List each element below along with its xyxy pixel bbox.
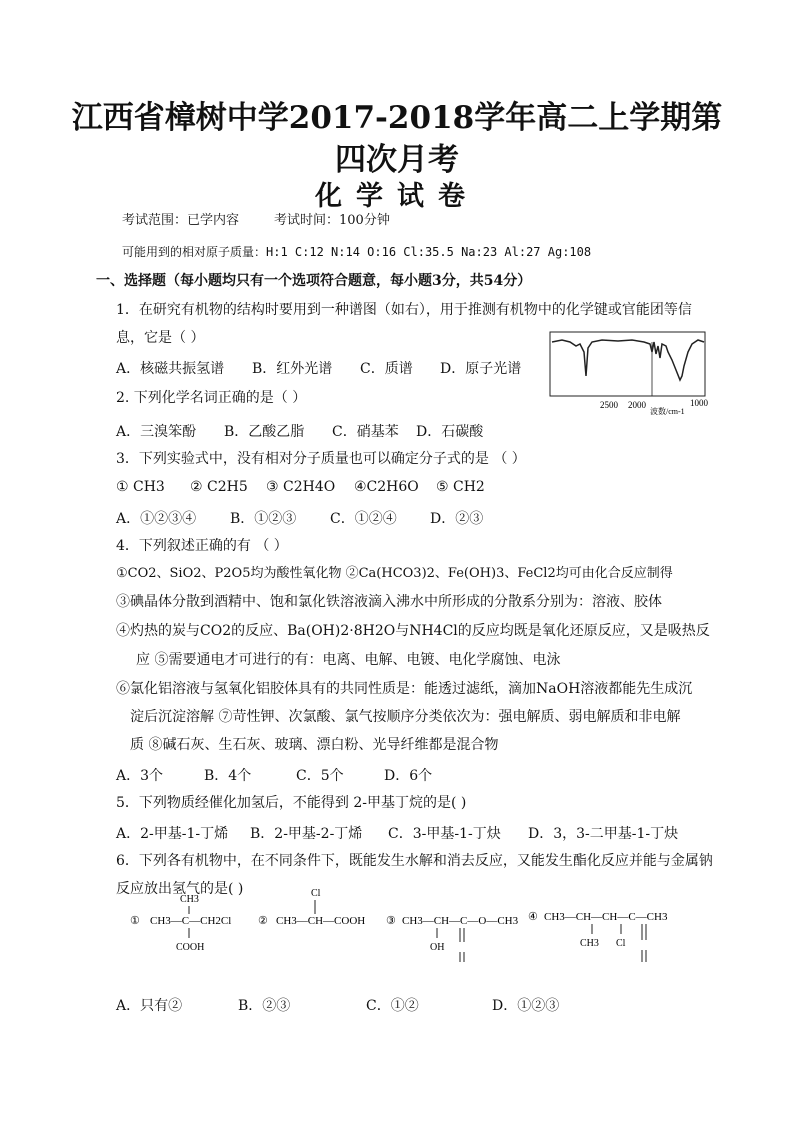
structure-2-top-group: Cl	[311, 888, 321, 899]
spectrum-tick-2500: 2500	[600, 400, 618, 410]
q1-stem-line1: 1．在研究有机物的结构时要用到一种谱图（如右），用于推测有机物中的化学键或官能团等信	[116, 302, 692, 318]
q3-stem: 3．下列实验式中，没有相对分子质量也可以确定分子式的是 （ ）	[116, 451, 526, 467]
structure-4-branch-1: CH3	[580, 938, 599, 949]
q4-statement-3: ③碘晶体分散到酒精中、饱和氯化铁溶液滴入沸水中所形成的分散系分别为：溶液、胶体	[116, 594, 662, 610]
q5-option-b: B．2-甲基-2-丁烯	[250, 826, 363, 842]
structure-3-main-chain: CH3—CH—C—O—CH3	[402, 915, 519, 927]
q6-stem-line1: 6．下列各有机物中，在不同条件下，既能发生水解和消去反应，又能发生酯化反应并能与金属钠	[116, 853, 713, 869]
q5-option-c: C．3-甲基-1-丁炔	[388, 826, 501, 842]
q2-option-a: A．三溴笨酚	[116, 424, 197, 440]
q6-option-b: B．②③	[238, 998, 291, 1014]
q2-stem: 2. 下列化学名词正确的是（ ）	[116, 390, 307, 406]
q2-option-b: B．乙酸乙脂	[224, 424, 305, 440]
q5-option-d: D．3，3-二甲基-1-丁炔	[528, 826, 679, 842]
structure-4-main-chain: CH3—CH—CH—C—CH3	[544, 911, 668, 923]
q1-option-b: B．红外光谱	[252, 361, 333, 377]
exam-time: 考试时间：100分钟	[274, 213, 390, 228]
q6-structures	[130, 884, 690, 964]
q4-option-d: D．6个	[384, 768, 433, 784]
q5-stem: 5．下列物质经催化加氢后，不能得到 2-甲基丁烷的是( )	[116, 795, 467, 811]
q4-statement-4b: 应 ⑤需要通电才可进行的有：电离、电解、电镀、电化学腐蚀、电泳	[136, 652, 561, 668]
structure-3-number: ③	[386, 915, 396, 927]
q2-option-d: D．石碳酸	[416, 424, 484, 440]
q6-option-a: A．只有②	[116, 998, 183, 1014]
q3-formula-3: ③ C2H4O	[266, 479, 336, 495]
q4-statement-4a: ④灼热的炭与CO2的反应、Ba(OH)2·8H2O与NH4Cl的反应均既是氧化还原反应，又是吸热反	[116, 623, 710, 639]
spectrum-axis-label: 波数/cm-1	[650, 407, 685, 416]
structure-1-main-chain: CH3—C—CH2Cl	[150, 915, 232, 927]
exam-title-line2: 四次月考	[335, 142, 459, 178]
ir-spectrum-figure	[548, 330, 718, 416]
structure-1-bottom-group: COOH	[176, 942, 205, 953]
q4-statement-1-2: ①CO2、SiO2、P2O5均为酸性氧化物 ②Ca(HCO3)2、Fe(OH)3、FeCl2均可由化合反应制得	[116, 566, 673, 581]
q3-option-a: A．①②③④	[116, 511, 197, 527]
q3-option-d: D．②③	[430, 511, 484, 527]
q5-option-a: A．2-甲基-1-丁烯	[116, 826, 229, 842]
structure-1-number: ①	[130, 915, 140, 927]
q3-formula-4: ④C2H6O	[354, 479, 419, 495]
q4-option-c: C．5个	[296, 768, 344, 784]
q1-option-a: A．核磁共振氢谱	[116, 361, 225, 377]
structure-3-bottom-group: OH	[430, 942, 445, 953]
q3-formula-5: ⑤ CH2	[436, 479, 485, 495]
q4-option-a: A．3个	[116, 768, 164, 784]
q3-formula-2: ② C2H5	[190, 479, 248, 495]
q4-stem: 4．下列叙述正确的有 （ ）	[116, 538, 288, 554]
spectrum-trace	[552, 340, 704, 380]
q1-stem-line2: 息，它是（ ）	[116, 330, 205, 346]
q6-stem-line2: 反应放出氢气的是( )	[116, 881, 244, 897]
structure-4-number: ④	[528, 911, 538, 923]
q4-statement-6b: 淀后沉淀溶解 ⑦苛性钾、次氯酸、氯气按顺序分类依次为：强电解质、弱电解质和非电解	[130, 709, 681, 725]
structure-2-number: ②	[258, 915, 268, 927]
q6-option-c: C．①②	[366, 998, 419, 1014]
q4-statement-6a: ⑥氯化铝溶液与氢氧化铝胶体具有的共同性质是：能透过滤纸，滴加NaOH溶液都能先生成沉	[116, 681, 693, 697]
q6-option-d: D．①②③	[492, 998, 560, 1014]
q2-option-c: C．硝基苯	[332, 424, 399, 440]
q3-option-c: C．①②④	[330, 511, 397, 527]
atomic-mass-list: 可能用到的相对原子质量：H:1 C:12 N:14 O:16 Cl:35.5 Na:23 Al:27 Ag:108	[122, 245, 592, 259]
q1-option-d: D．原子光谱	[440, 361, 522, 377]
exam-subject-title: 化学试卷	[315, 181, 479, 212]
structure-2-main-chain: CH3—CH—COOH	[276, 915, 366, 927]
q3-option-b: B．①②③	[230, 511, 297, 527]
q1-option-c: C．质谱	[360, 361, 413, 377]
spectrum-tick-2000: 2000	[628, 400, 646, 410]
spectrum-tick-1000: 1000	[690, 398, 708, 408]
spectrum-frame	[550, 332, 705, 396]
q4-option-b: B．4个	[204, 768, 252, 784]
exam-scope: 考试范围：已学内容	[122, 213, 240, 228]
structure-1-top-group: CH3	[180, 894, 199, 905]
q3-formula-1: ① CH3	[116, 479, 165, 495]
exam-title-line1: 江西省樟树中学2017-2018学年高二上学期第	[71, 100, 723, 136]
structure-4-branch-2: Cl	[616, 938, 626, 949]
q4-statement-6c: 质 ⑧碱石灰、生石灰、玻璃、漂白粉、光导纤维都是混合物	[130, 737, 499, 753]
section-heading: 一、选择题（每小题均只有一个选项符合题意，每小题3分，共54分）	[96, 273, 532, 289]
